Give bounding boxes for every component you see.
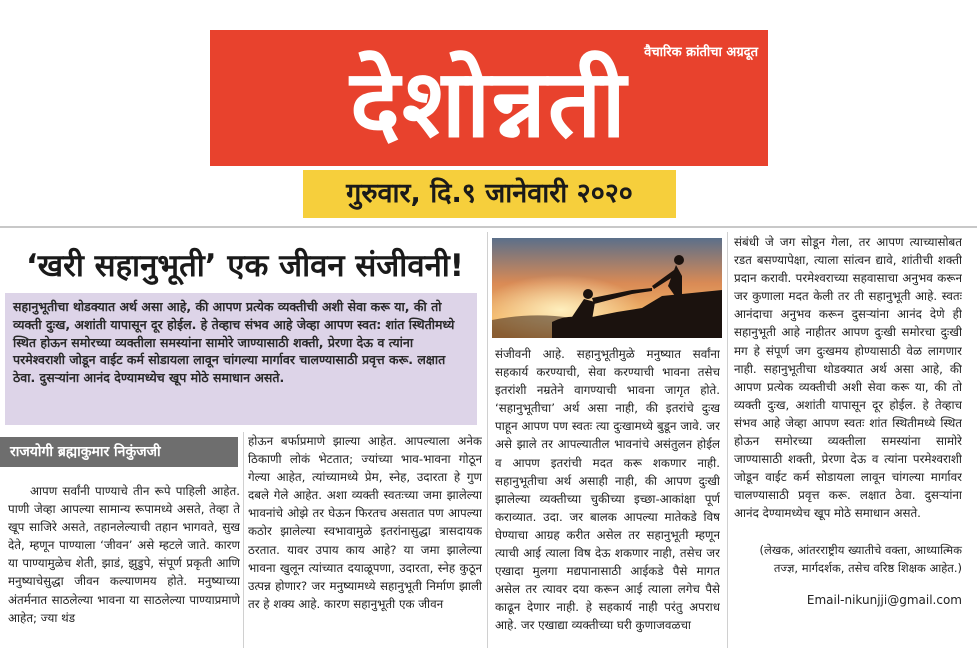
author-email: Email-nikunjji@gmail.com	[806, 593, 962, 607]
article-column-3: संजीवनी आहे. सहानुभूतीमुळे मनुष्यात सर्वांना सहकार्य करण्याची, सेवा करण्याची भावना तसेच इतरांशी नम्रतेने वागण्याची भावना जागृत होते. ‘सहानुभूतीचा’ अर्थ असा नाही, की इतरांचे दुःख पाहून आपण पण स्वतः त्या दुःखामध्ये बुडून जावे. जर असे झाले तर आपल्यातील भावनांचे असंतुलन होईल व आपण इतरांची मदत करू शकणार नाही. सहानुभूतीचा अर्थ असाही नाही, की आपण दुःखी झालेल्या व्यक्तीच्या चुकीच्या इच्छा-आकांक्षा पूर्ण कराव्यात. उदा. जर बालक आपल्या मातेकडे विष घेण्याचा आग्रह करीत असेल तर सहानुभूती म्हणून त्याची आई त्याला विष देऊ शकणार नाही, तसेच जर एखादा मुलगा मद्यपानासाठी आईकडे पैसे मागत असेल तर त्यावर दया करून आई त्याला लगेच पैसे काढून देणार नाही. हे सहकार्य नाही परंतु अपराध आहे. जर एखाद्या व्यक्तीच्या घरी कुणाजवळचा	[495, 347, 720, 633]
sunset-helping-hand-photo	[492, 238, 722, 338]
author-byline: राजयोगी ब्रह्माकुमार निकुंजजी	[0, 437, 238, 467]
article-intro-box: सहानुभूतीचा थोडक्यात अर्थ असा आहे, की आपण प्रत्येक व्यक्तीची अशी सेवा करू या, की तो व्यक्ती दुःख, अशांती यापासून दूर होईल. हे तेव्हाच संभव आहे जेव्हा आपण स्वत: शांत स्थितीमध्ये स्थित होऊन समोरच्या व्यक्तीला समस्यांना सामोरे जाण्यासाठी शक्ती, प्रेरणा देऊ व त्यांना परमेश्वराशी जोडून वाईट कर्म सोडायला लावून चांगल्या मार्गावर चालण्यासाठी प्रवृत्त करू. लक्षात ठेवा. दुसऱ्यांना आनंद देण्यामध्येच खूप मोठे समाधान असते.	[5, 293, 477, 425]
article-column-2: होऊन बर्फाप्रमाणे झाल्या आहेत. आपल्याला अनेक ठिकाणी लोकं भेटतात; ज्यांच्या भाव-भावना गोठून गेल्या आहेत, त्यांच्यामध्ये प्रेम, स्नेह, उदारता हे गुण दबले गेले आहेत. अशा व्यक्ती स्वतःच्या जमा झालेल्या भावनांचे ओझे तर घेऊन फिरतच असतात पण आपल्या कठोर झालेल्या स्वभावामुळे इतरांनासुद्धा त्रासदायक ठरतात. यावर उपाय काय आहे? या जमा झालेल्या भावना खुलून त्यांच्यात दयाळूपणा, उदारता, स्नेह कुठून उत्पन्न होणार? जर मनुष्यामध्ये सहानुभूती निर्माण झाली तर हे शक्य आहे. कारण सहानुभूती एक जीवन	[248, 434, 482, 611]
article-headline: ‘खरी सहानुभूती’ एक जीवन संजीवनी!	[26, 248, 464, 284]
article-column-1: आपण सर्वांनी पाण्याचे तीन रूपे पाहिली आहेत. पाणी जेव्हा आपल्या सामान्य रूपामध्ये असते, तेव्हा ते खूप साजिरे असते, तहानलेल्याची तहान भागवते, सुख देते, म्हणून पाण्याला ‘जीवन’ असे म्हटले जाते. कारण या पाण्यामुळेच शेती, झाडं, झुडुपे, संपूर्ण प्रकृती आणि मनुष्याचेसुद्धा जीवन कल्याणमय होते. मनुष्याच्या अंतर्मनात साठलेल्या भावना या साठलेल्या पाण्याप्रमाणे आहेत; ज्या थंड	[8, 484, 240, 625]
column-divider	[727, 232, 728, 648]
author-bio: (लेखक, आंतरराष्ट्रीय ख्यातीचे वक्ता, आध्यात्मिक तज्ज्ञ, मार्गदर्शक, तसेच वरिष्ठ शिक्षक आहेत.)	[759, 543, 962, 575]
masthead-tagline: वैचारिक क्रांतीचा अग्रदूत	[644, 45, 758, 60]
divider	[0, 226, 977, 228]
masthead-brand: देशोन्नती	[350, 50, 628, 159]
column-divider	[487, 232, 488, 648]
article-column-4: संबंधी जे जग सोडून गेला, तर आपण त्याच्यासोबत रडत बसण्यापेक्षा, त्याला सांत्वन द्यावे, शांतीची शक्ती प्रदान करावी. परमेश्वराच्या सहवासाचा अनुभव करून जर कुणाला मदत केली तर ती सहानुभूती आहे. स्वतः आनंदाचा अनुभव करून दुसऱ्यांना आनंद देणे ही सहानुभूती आहे नाहीतर आपण दुःखी समोरचा दुःखी मग हे संपूर्ण जग दुःखमय होण्यासाठी वेळ लागणार नाही. सहानुभूतीचा थोडक्यात अर्थ असा आहे, की आपण प्रत्येक व्यक्तीची अशी सेवा करू या, की तो व्यक्ती दुःख, अशांती यापासून दूर होईल. हे तेव्हाच संभव आहे जेव्हा आपण स्वतः शांत स्थितीमध्ये स्थित होऊन समोरच्या व्यक्तीला समस्यांना सामोरे जाण्यासाठी शक्ती, प्रेरणा देऊ व त्यांना परमेश्वराशी जोडून वाईट कर्म सोडायला लावून चांगल्या मार्गावर चालण्यासाठी प्रवृत्त करू. लक्षात ठेवा. दुसऱ्यांना आनंद देण्यामध्येच खूप मोठे समाधान असते.	[734, 235, 962, 521]
column-divider	[243, 432, 244, 648]
issue-date: गुरुवार, दि.९ जानेवारी २०२०	[303, 170, 676, 218]
masthead-logo	[210, 30, 768, 166]
